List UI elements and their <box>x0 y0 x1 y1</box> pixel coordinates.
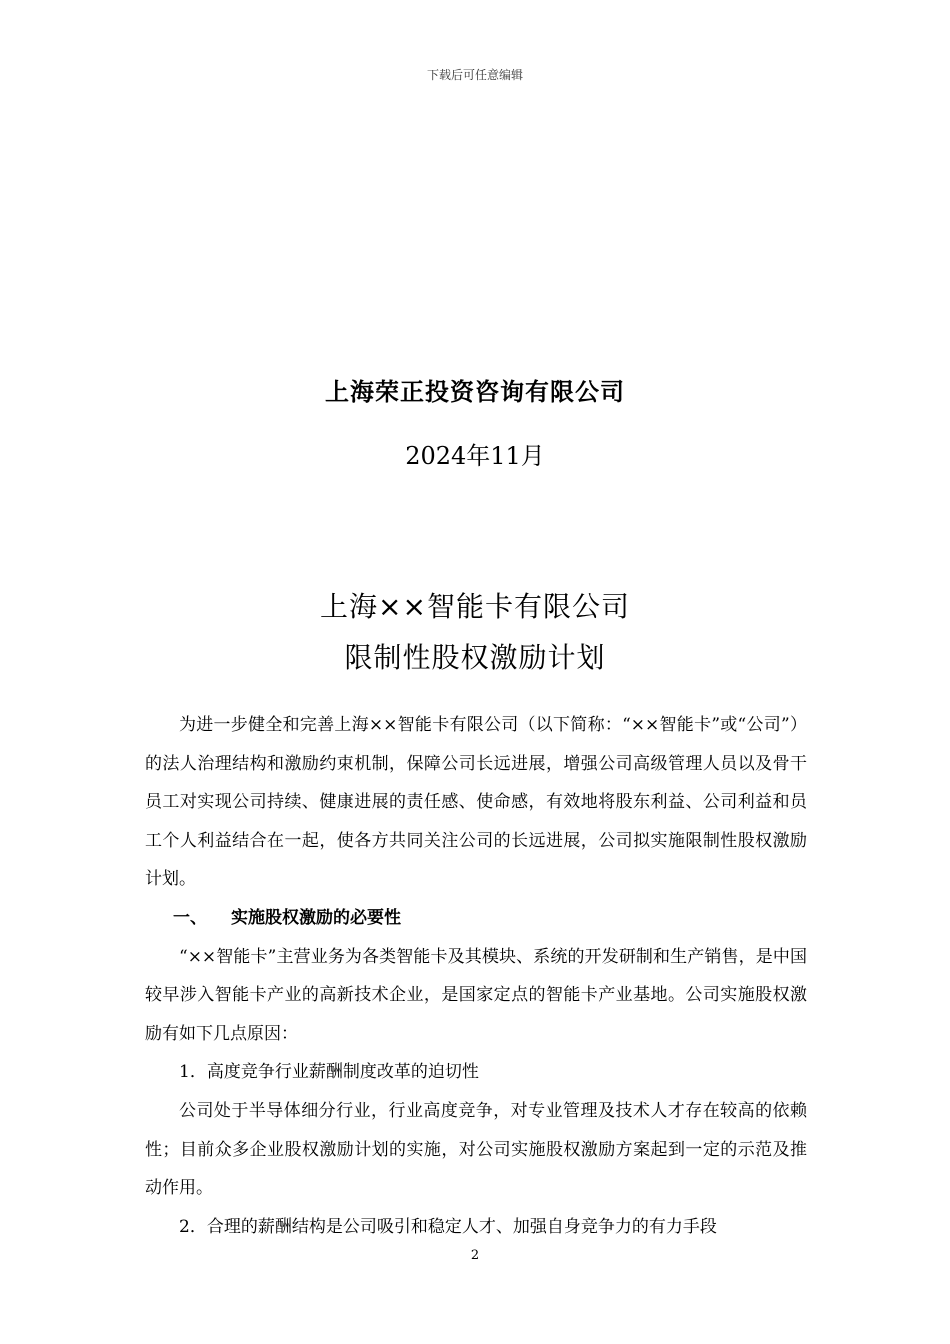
section-number: 一、 <box>173 907 207 928</box>
section-heading <box>145 899 807 938</box>
sub-item-title-1: 1．高度竞争行业薪酬制度改革的迫切性 <box>179 1062 479 1083</box>
header-note: 下载后可任意编辑 <box>426 68 523 82</box>
sub-item-title-2: 2．合理的薪酬结构是公司吸引和稳定人才、加强自身竞争力的有力手段 <box>179 1216 717 1237</box>
intro-paragraph: 为进一步健全和完善上海××智能卡有限公司（以下简称：“××智能卡”或“公司”）的法人治理结构和激励约束机制，保障公司长远进展，增强公司高级管理人员以及骨干员工对实现公司持续、健康进展的责任感、使命感，有效地将股东利益、公司利益和员工个人利益结合在一起，使各方共同关注公司的长远进展，公司拟实施限制性股权激励计划。 <box>145 715 807 890</box>
section-title: 实施股权激励的必要性 <box>231 907 401 928</box>
document-title-line2: 限制性股权激励计划 <box>344 641 606 674</box>
document-title-line1: 上海××智能卡有限公司 <box>320 590 630 623</box>
sub-item-text-1: 公司处于半导体细分行业，行业高度竞争，对专业管理及技术人才存在较高的依赖性；目前众多企业股权激励计划的实施，对公司实施股权激励方案起到一定的示范及推动作用。 <box>145 1100 807 1199</box>
section-paragraph: “××智能卡”主营业务为各类智能卡及其模块、系统的开发研制和生产销售，是中国较早涉入智能卡产业的高新技术企业，是国家定点的智能卡产业基地。公司实施股权激励有如下几点原因： <box>145 946 807 1044</box>
page-number: 2 <box>470 1248 480 1263</box>
company-name: 上海荣正投资咨询有限公司 <box>325 378 625 406</box>
document-date: 2024年11月 <box>405 442 545 470</box>
document-body <box>145 706 807 1246</box>
